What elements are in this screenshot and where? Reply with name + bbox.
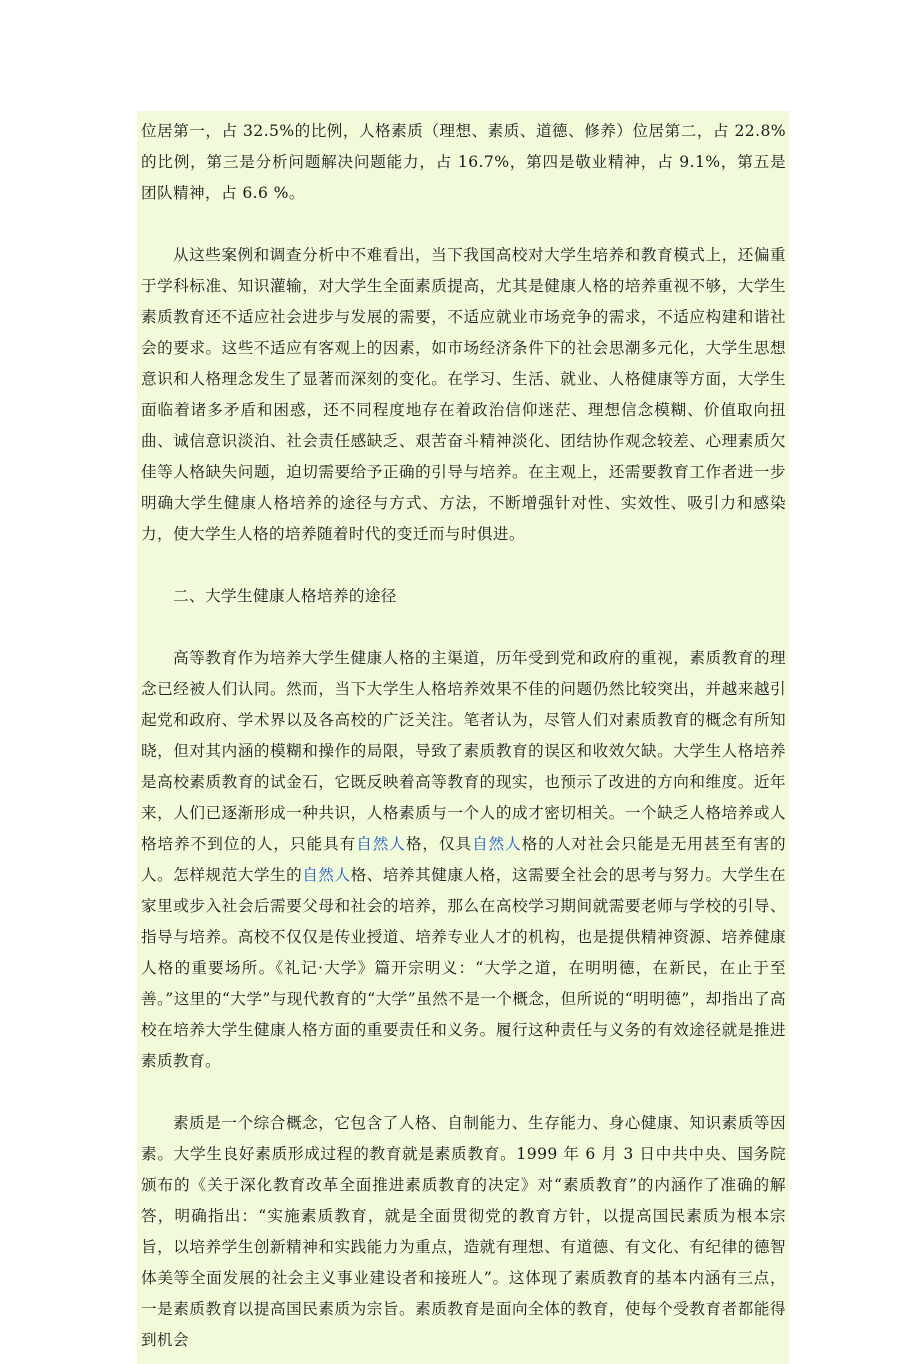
text-segment: 高等教育作为培养大学生健康人格的主渠道，历年受到党和政府的重视，素质教育的理念已经被人们认同。然而，当下大学生人格培养效果不佳的问题仍然比较突出，并越来越引起党和政府、学术界以及各高校的广泛关注。笔者认为，尽管人们对素质教育的概念有所知晓，但对其内涵的模糊和操作的局限，导致了素质教育的误区和收效欠缺。大学生人格培养是高校素质教育的试金石，它既反映着高等教育的现实，也预示了改进的方向和维度。近年来，人们已逐渐形成一种共识，人格素质与一个人的成才密切相关。一个缺乏人格培养或人格培养不到位的人，只能具有 [141, 649, 786, 853]
section-heading: 二、大学生健康人格培养的途径 [173, 587, 397, 605]
text-segment: 格，仅具 [405, 835, 473, 853]
text-segment: 格的人对社会只能是无用甚至有害的人。怎样规范大学生的 [141, 835, 787, 884]
link-natural-person[interactable]: 自然人 [472, 835, 522, 853]
text-segment: 格、培养其健康人格，这需要全社会的思考与努力。大学生在家里或步入社会后需要父母和社会的培养，那么在高校学习期间就需要老师与学校的引导、指导与培养。高校不仅仅是传业授道、培养专业人才的机构，也是提供精神资源、培养健康人格的重要场所。《礼记·大学》篇开宗明义：“大学之道，在明明德，在新民，在止于至善。”这里的“大学”与现代教育的“大学”虽然不是一个概念，但所说的“明明德”，却指出了高校在培养大学生健康人格方面的重要责任和义务。履行这种责任与义务的有效途径就是推进素质教育。 [141, 866, 786, 1070]
link-natural-person[interactable]: 自然人 [302, 866, 351, 884]
paragraph-higher-education [137, 643, 789, 1077]
paragraph-quality-education: 素质是一个综合概念，它包含了人格、自制能力、生存能力、身心健康、知识素质等因素。大学生良好素质形成过程的教育就是素质教育。1999 年 6 月 3 日中共中央、国务院颁布的《关于深化教育改革全面推进素质教育的决定》对“素质教育”的内涵作了准确的解答，明确指出：“实施素质教育，就是全面贯彻党的教育方针，以提高国民素质为根本宗旨，以培养学生创新精神和实践能力为重点，造就有理想、有道德、有文化、有纪律的德智体美等全面发展的社会主义事业建设者和接班人”。这体现了素质教育的基本内涵有三点，一是素质教育以提高国民素质为宗旨。素质教育是面向全体的教育，使每个受教育者都能得到机会 [141, 1114, 786, 1349]
link-natural-person[interactable]: 自然人 [356, 835, 406, 853]
document-body [137, 111, 789, 1364]
paragraph-survey-ranking: 位居第一，占 32.5%的比例，人格素质（理想、素质、道德、修养）位居第二，占 22.8%的比例，第三是分析问题解决问题能力，占 16.7%，第四是敬业精神，占 9.1%，第五是团队精神，占 6.6 %。 [141, 122, 786, 202]
paragraph-analysis: 从这些案例和调查分析中不难看出，当下我国高校对大学生培养和教育模式上，还偏重于学科标准、知识灌输，对大学生全面素质提高，尤其是健康人格的培养重视不够，大学生素质教育还不适应社会进步与发展的需要，不适应就业市场竞争的需求，不适应构建和谐社会的要求。这些不适应有客观上的因素，如市场经济条件下的社会思潮多元化，大学生思想意识和人格理念发生了显著而深刻的变化。在学习、生活、就业、人格健康等方面，大学生面临着诸多矛盾和困惑，还不同程度地存在着政治信仰迷茫、理想信念模糊、价值取向扭曲、诚信意识淡泊、社会责任感缺乏、艰苦奋斗精神淡化、团结协作观念较差、心理素质欠佳等人格缺失问题，迫切需要给予正确的引导与培养。在主观上，还需要教育工作者进一步明确大学生健康人格培养的途径与方式、方法，不断增强针对性、实效性、吸引力和感染力，使大学生人格的培养随着时代的变迁而与时俱进。 [141, 246, 786, 543]
